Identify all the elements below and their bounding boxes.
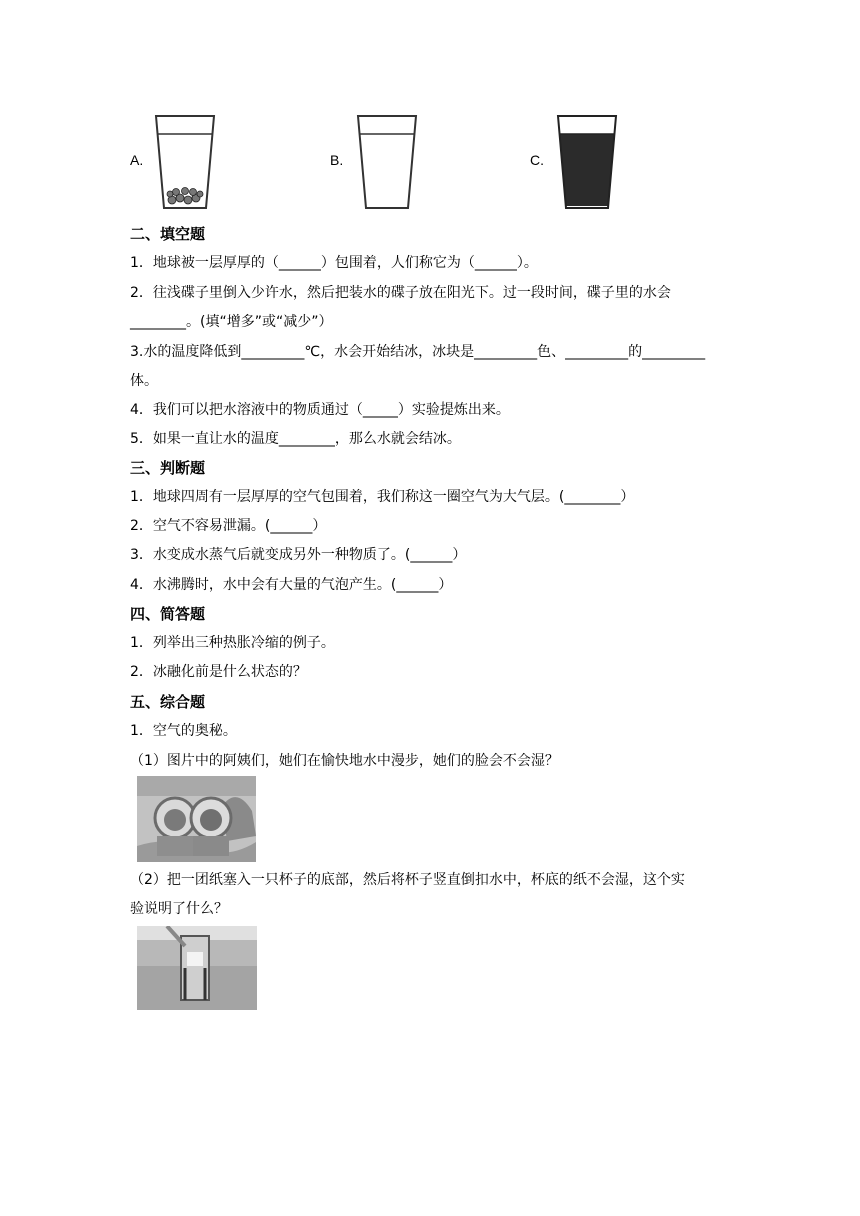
comprehensive-subitem-1: （1）图片中的阿姨们，她们在愉快地水中漫步，她们的脸会不会湿？	[130, 753, 559, 769]
short-item-2: 2．冰融化前是什么状态的？	[130, 664, 307, 680]
judge-item-1: 1．地球四周有一层厚厚的空气包围着，我们称这一圈空气为大气层。(________）	[130, 489, 635, 505]
option-a-label: A.	[130, 152, 144, 168]
comprehensive-subitem-2: （2）把一团纸塞入一只杯子的底部，然后将杯子竖直倒扣水中，杯底的纸不会湿，这个实	[130, 872, 685, 888]
judge-item-2: 2．空气不容易泄漏。(______）	[130, 518, 327, 534]
section-comprehensive-title: 五、综合题	[130, 693, 206, 711]
inverted-cup-in-water-photo	[137, 926, 257, 1010]
section-short-title: 四、简答题	[130, 605, 206, 623]
cup-full-of-dark-liquid-icon	[552, 112, 622, 212]
section-judge-title: 三、判断题	[130, 459, 206, 477]
fill-item-5: 5．如果一直让水的温度________，那么水就会结冰。	[130, 431, 461, 447]
option-b-label: B.	[330, 152, 344, 168]
fill-item-1: 1．地球被一层厚厚的（______）包围着，人们称它为（______）。	[130, 255, 538, 271]
option-c-label: C.	[530, 152, 544, 168]
fill-item-4: 4．我们可以把水溶液中的物质通过（_____）实验提炼出来。	[130, 402, 510, 418]
short-item-1: 1．列举出三种热胀冷缩的例子。	[130, 635, 335, 651]
fill-item-2-cont: ________。(填“增多”或“减少”）	[130, 314, 333, 330]
fill-item-3: 3.水的温度降低到_________℃，水会开始结冰，冰块是_________色、_________的_________	[130, 344, 706, 360]
fill-item-2: 2．往浅碟子里倒入少许水，然后把装水的碟子放在阳光下。过一段时间，碟子里的水会	[130, 285, 671, 301]
women-in-diving-helmets-photo	[137, 776, 256, 862]
empty-cup-icon	[352, 112, 422, 212]
fill-item-3-cont: 体。	[130, 373, 158, 389]
section-fill-title: 二、填空题	[130, 225, 206, 243]
judge-item-4: 4．水沸腾时，水中会有大量的气泡产生。(______）	[130, 577, 453, 593]
cup-with-pebbles-icon	[150, 112, 220, 212]
judge-item-3: 3．水变成水蒸气后就变成另外一种物质了。(______）	[130, 547, 467, 563]
comprehensive-subitem-2-cont: 验说明了什么？	[130, 901, 228, 917]
comprehensive-item-1: 1．空气的奥秘。	[130, 723, 237, 739]
